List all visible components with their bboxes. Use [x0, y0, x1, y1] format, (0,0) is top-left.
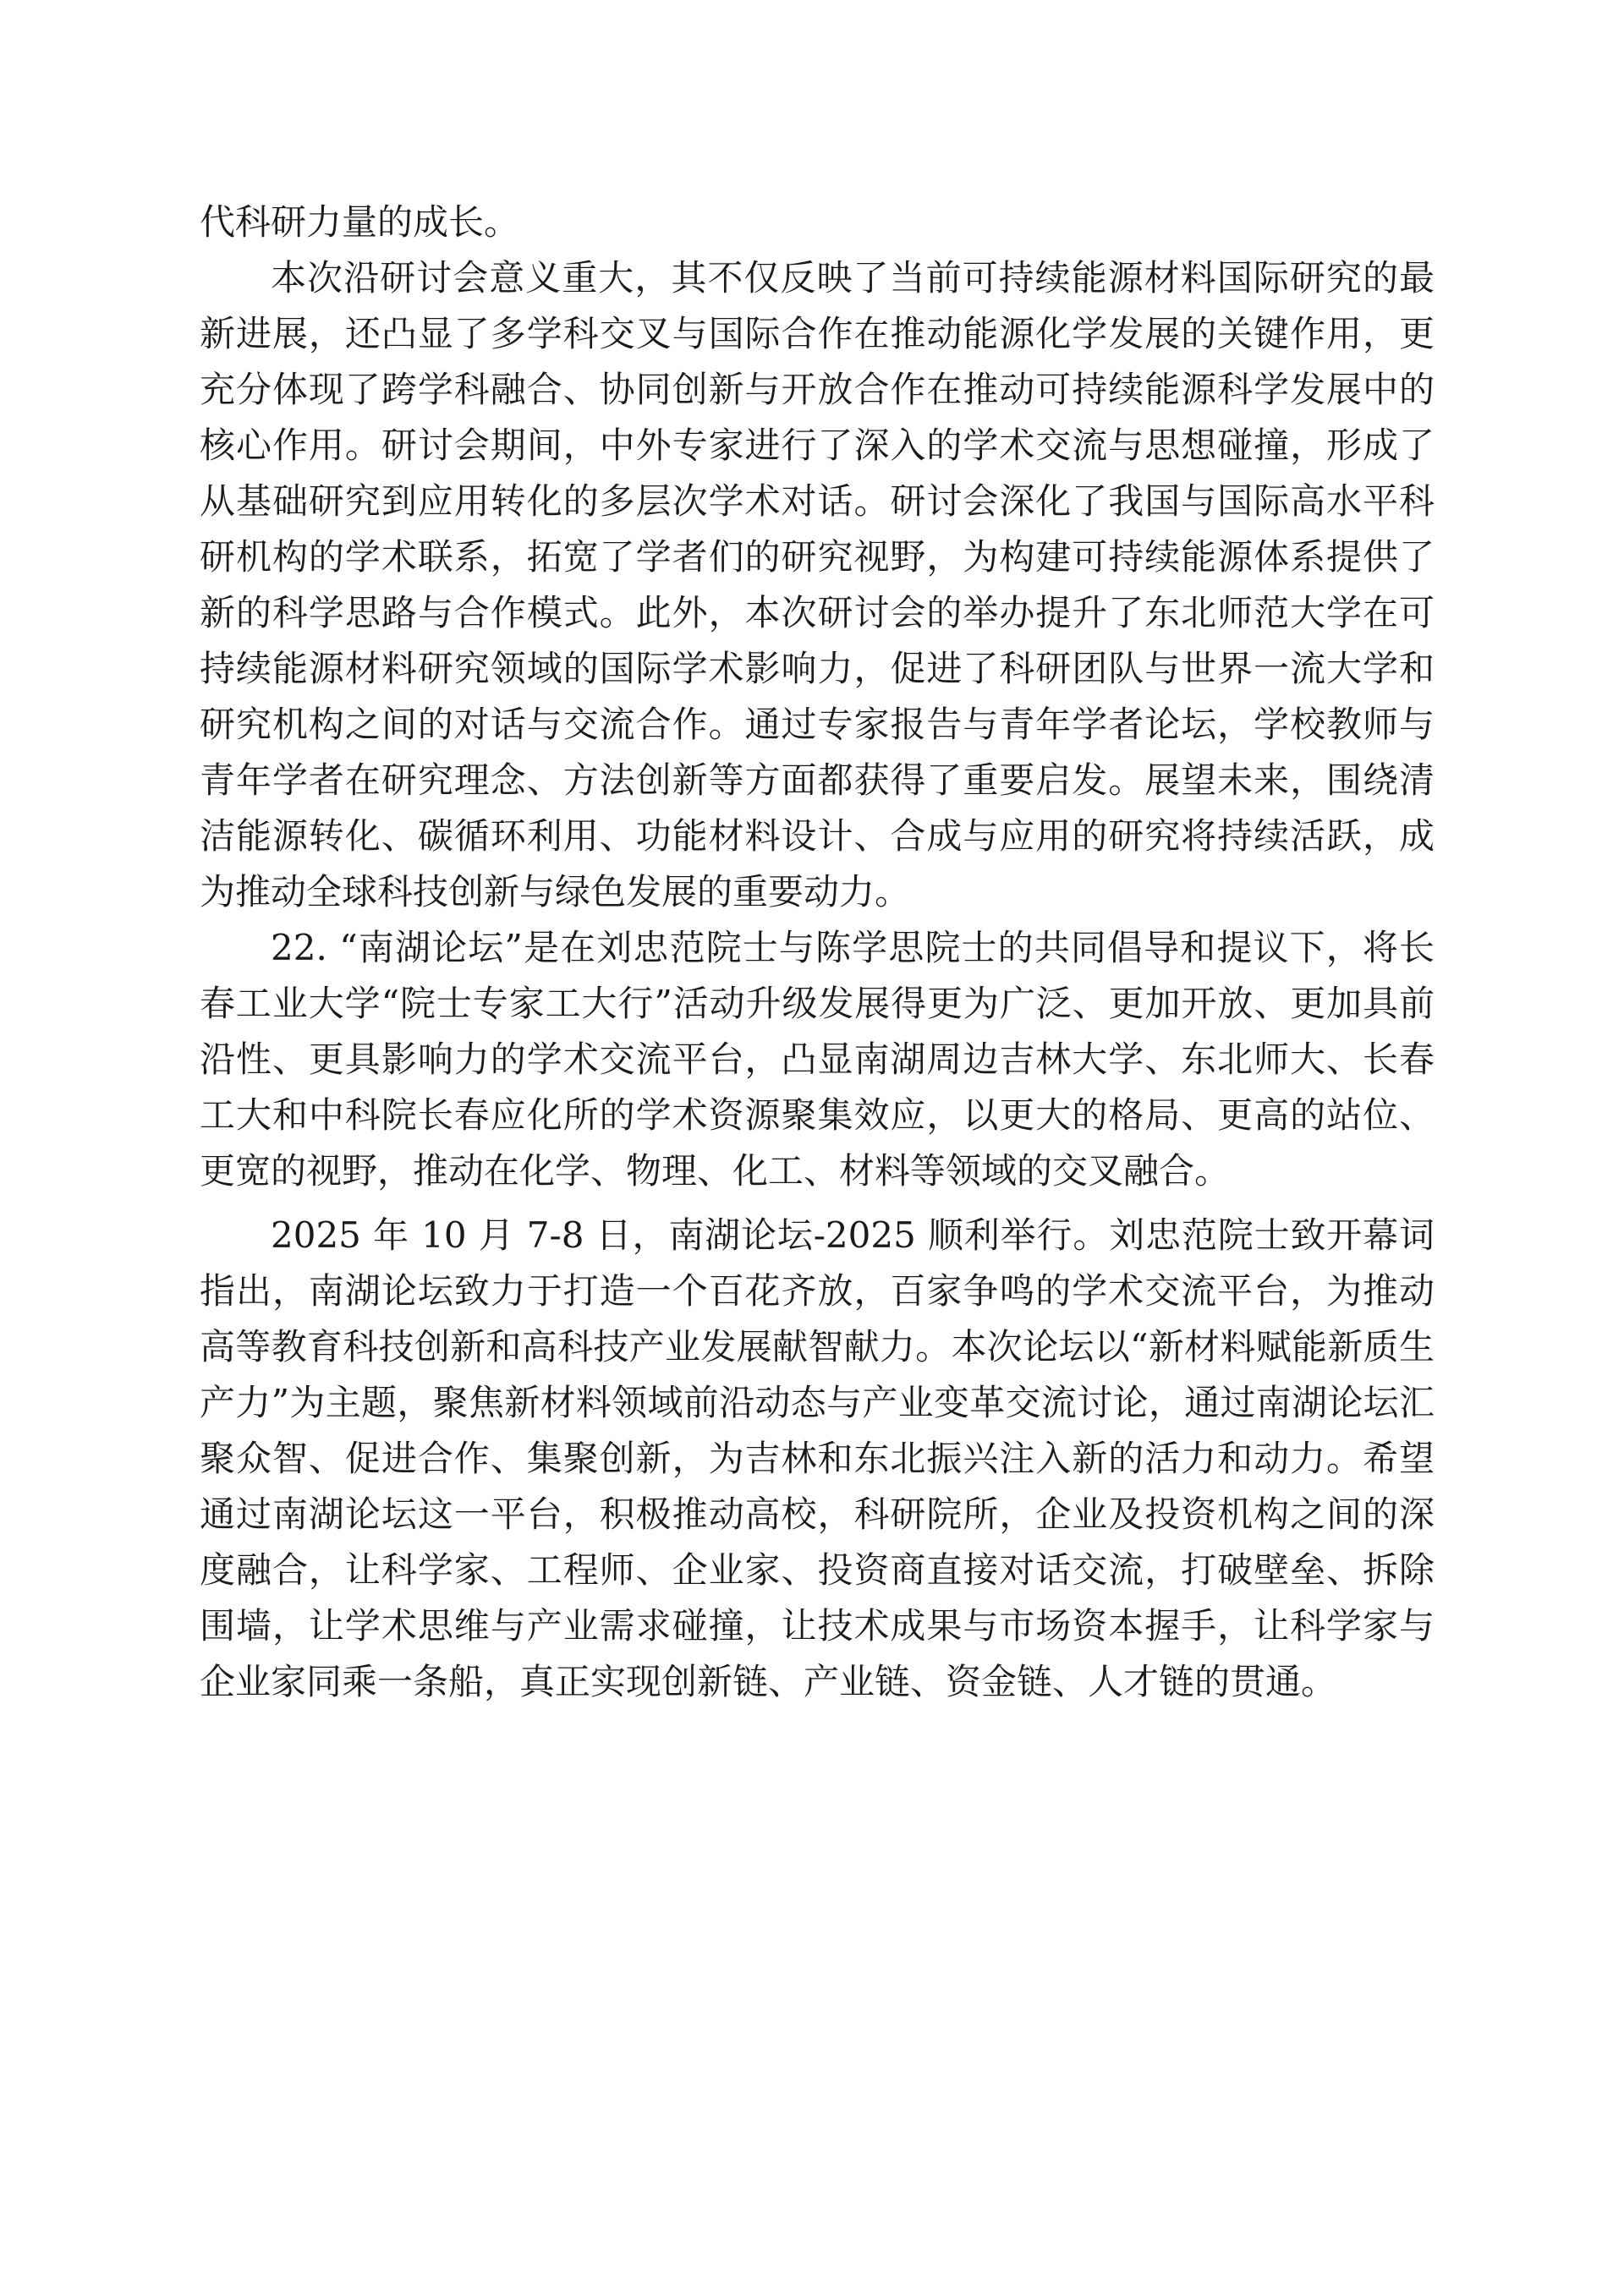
paragraph-continuation: 代科研力量的成长。: [200, 201, 520, 243]
paragraph-nanhu-forum-intro: 22. “南湖论坛”是在刘忠范院士与陈学思院士的共同倡导和提议下，将长春工业大学“院士专家工大行”活动升级发展得更为广泛、更加开放、更加具前沿性、更具影响力的学术交流平台，凸显南湖周边吉林大学、东北师大、长春工大和中科院长春应化所的学术资源聚集效应，以更大的格局、更高的站位、更宽的视野，推动在化学、物理、化工、材料等领域的交叉融合。: [200, 927, 1435, 1192]
paragraph-symposium-significance: 本次沿研讨会意义重大，其不仅反映了当前可持续能源材料国际研究的最新进展，还凸显了多学科交叉与国际合作在推动能源化学发展的关键作用，更充分体现了跨学科融合、协同创新与开放合作在推动可持续能源科学发展中的核心作用。研讨会期间，中外专家进行了深入的学术交流与思想碰撞，形成了从基础研究到应用转化的多层次学术对话。研讨会深化了我国与国际高水平科研机构的学术联系，拓宽了学者们的研究视野，为构建可持续能源体系提供了新的科学思路与合作模式。此外，本次研讨会的举办提升了东北师范大学在可持续能源材料研究领域的国际学术影响力，促进了科研团队与世界一流大学和研究机构之间的对话与交流合作。通过专家报告与青年学者论坛，学校教师与青年学者在研究理念、方法创新等方面都获得了重要启发。展望未来，围绕清洁能源转化、碳循环利用、功能材料设计、合成与应用的研究将持续活跃，成为推动全球科技创新与绿色发展的重要动力。: [200, 257, 1435, 912]
body-text: [200, 195, 1435, 1710]
paragraph-nanhu-forum-2025: 2025 年 10 月 7-8 日，南湖论坛-2025 顺利举行。刘忠范院士致开幕词指出，南湖论坛致力于打造一个百花齐放，百家争鸣的学术交流平台，为推动高等教育科技创新和高科技产业发展献智献力。本次论坛以“新材料赋能新质生产力”为主题，聚焦新材料领域前沿动态与产业变革交流讨论，通过南湖论坛汇聚众智、促进合作、集聚创新，为吉林和东北振兴注入新的活力和动力。希望通过南湖论坛这一平台，积极推动高校，科研院所，企业及投资机构之间的深度融合，让科学家、工程师、企业家、投资商直接对话交流，打破壁垒、拆除围墙，让学术思维与产业需求碰撞，让技术成果与市场资本握手，让科学家与企业家同乘一条船，真正实现创新链、产业链、资金链、人才链的贯通。: [200, 1214, 1435, 1702]
